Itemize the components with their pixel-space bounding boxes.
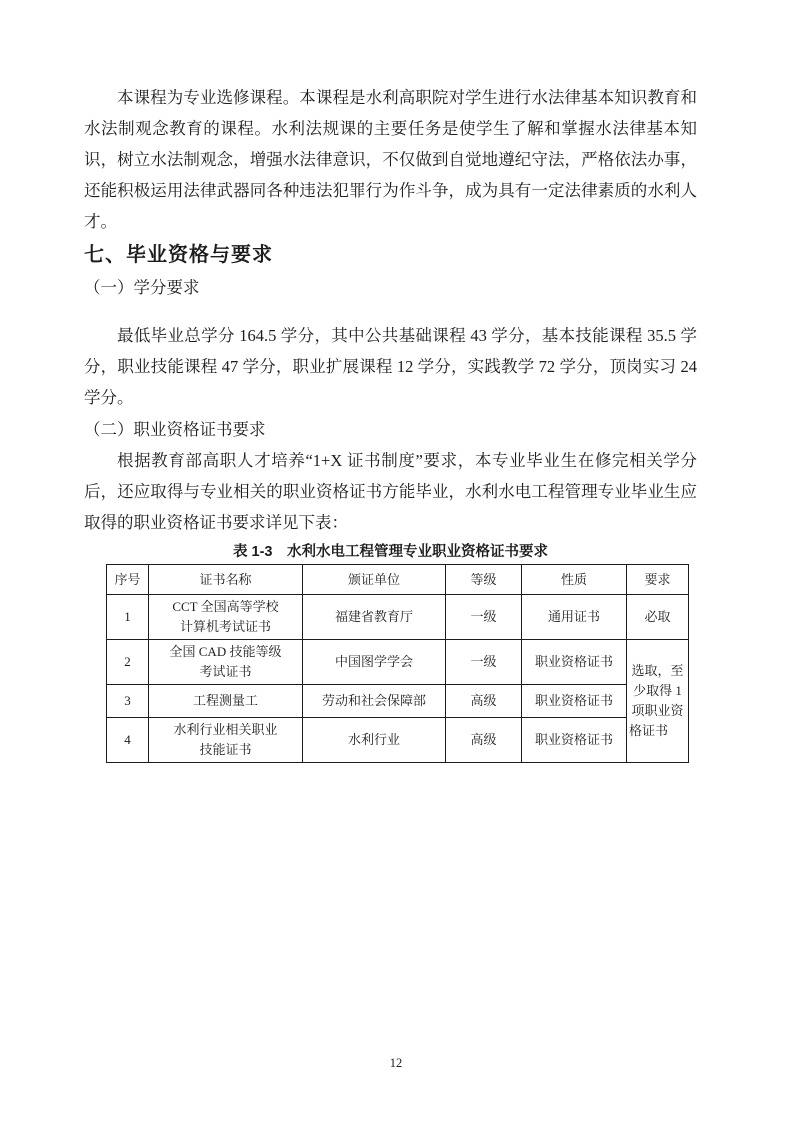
sub2-paragraph: 根据教育部高职人才培养“1+X 证书制度”要求，本专业毕业生在修完相关学分后，还应取得与专业相关的职业资格证书方能毕业，水利水电工程管理专业毕业生应取得的职业资格证书要求详见下表：	[84, 451, 697, 532]
table-row-2	[107, 640, 689, 685]
sub1-paragraph: 最低毕业总学分 164.5 学分，其中公共基础课程 43 学分，基本技能课程 35.5 学分，职业技能课程 47 学分，职业扩展课程 12 学分，实践教学 72 学分，顶岗实习 24 学分。	[84, 326, 697, 407]
header-cert-name: 证书名称	[149, 565, 303, 595]
certificate-table	[106, 564, 689, 763]
cell-cert-name	[149, 595, 303, 640]
section-heading: 七、毕业资格与要求	[84, 244, 273, 266]
cell-no: 3	[107, 685, 149, 718]
cell-cert-name	[149, 640, 303, 685]
cert-name-line: 全国 CAD 技能等级	[169, 644, 282, 659]
cell-issuer: 中国图学学会	[303, 640, 446, 685]
cell-level: 高级	[446, 685, 522, 718]
cell-issuer: 水利行业	[303, 718, 446, 763]
cell-merged-requirement: 选取，至少取得 1 项职业资格证书	[627, 640, 689, 763]
cert-name-line: 工程测量工	[192, 693, 258, 708]
cell-requirement: 必取	[627, 595, 689, 640]
header-level: 等级	[446, 565, 522, 595]
table-row-4	[107, 718, 689, 763]
cell-nature: 职业资格证书	[522, 640, 627, 685]
table-header-row	[107, 565, 689, 595]
cell-no: 1	[107, 595, 149, 640]
cell-level: 高级	[446, 718, 522, 763]
cell-issuer: 福建省教育厅	[303, 595, 446, 640]
page-content	[84, 0, 697, 763]
header-no: 序号	[107, 565, 149, 595]
cell-nature: 职业资格证书	[522, 685, 627, 718]
cell-cert-name	[149, 718, 303, 763]
cell-issuer: 劳动和社会保障部	[303, 685, 446, 718]
cert-name-line: 计算机考试证书	[179, 619, 271, 634]
cell-nature: 通用证书	[522, 595, 627, 640]
cell-nature: 职业资格证书	[522, 718, 627, 763]
sub2-title: （二）职业资格证书要求	[84, 420, 266, 439]
cert-name-line: 技能证书	[199, 742, 252, 757]
cert-name-line: CCT 全国高等学校	[172, 599, 279, 614]
cell-level: 一级	[446, 595, 522, 640]
cert-name-line: 水利行业相关职业	[173, 722, 278, 737]
table-row-3	[107, 685, 689, 718]
page-number: 12	[389, 1056, 403, 1070]
header-nature: 性质	[522, 565, 627, 595]
header-issuer: 颁证单位	[303, 565, 446, 595]
cell-level: 一级	[446, 640, 522, 685]
sub1-title: （一）学分要求	[84, 278, 200, 297]
table-caption: 表 1-3 水利水电工程管理专业职业资格证书要求	[233, 544, 548, 560]
cell-cert-name	[149, 685, 303, 718]
intro-paragraph: 本课程为专业选修课程。本课程是水利高职院对学生进行水法律基本知识教育和水法制观念教育的课程。水利法规课的主要任务是使学生了解和掌握水法律基本知识，树立水法制观念，增强水法律意识，不仅做到自觉地遵纪守法，严格依法办事，还能积极运用法律武器同各种违法犯罪行为作斗争，成为具有一定法律素质的水利人才。	[84, 88, 697, 231]
header-requirement: 要求	[627, 565, 689, 595]
table-row-1	[107, 595, 689, 640]
cell-no: 2	[107, 640, 149, 685]
cert-name-line: 考试证书	[199, 664, 252, 679]
cell-no: 4	[107, 718, 149, 763]
